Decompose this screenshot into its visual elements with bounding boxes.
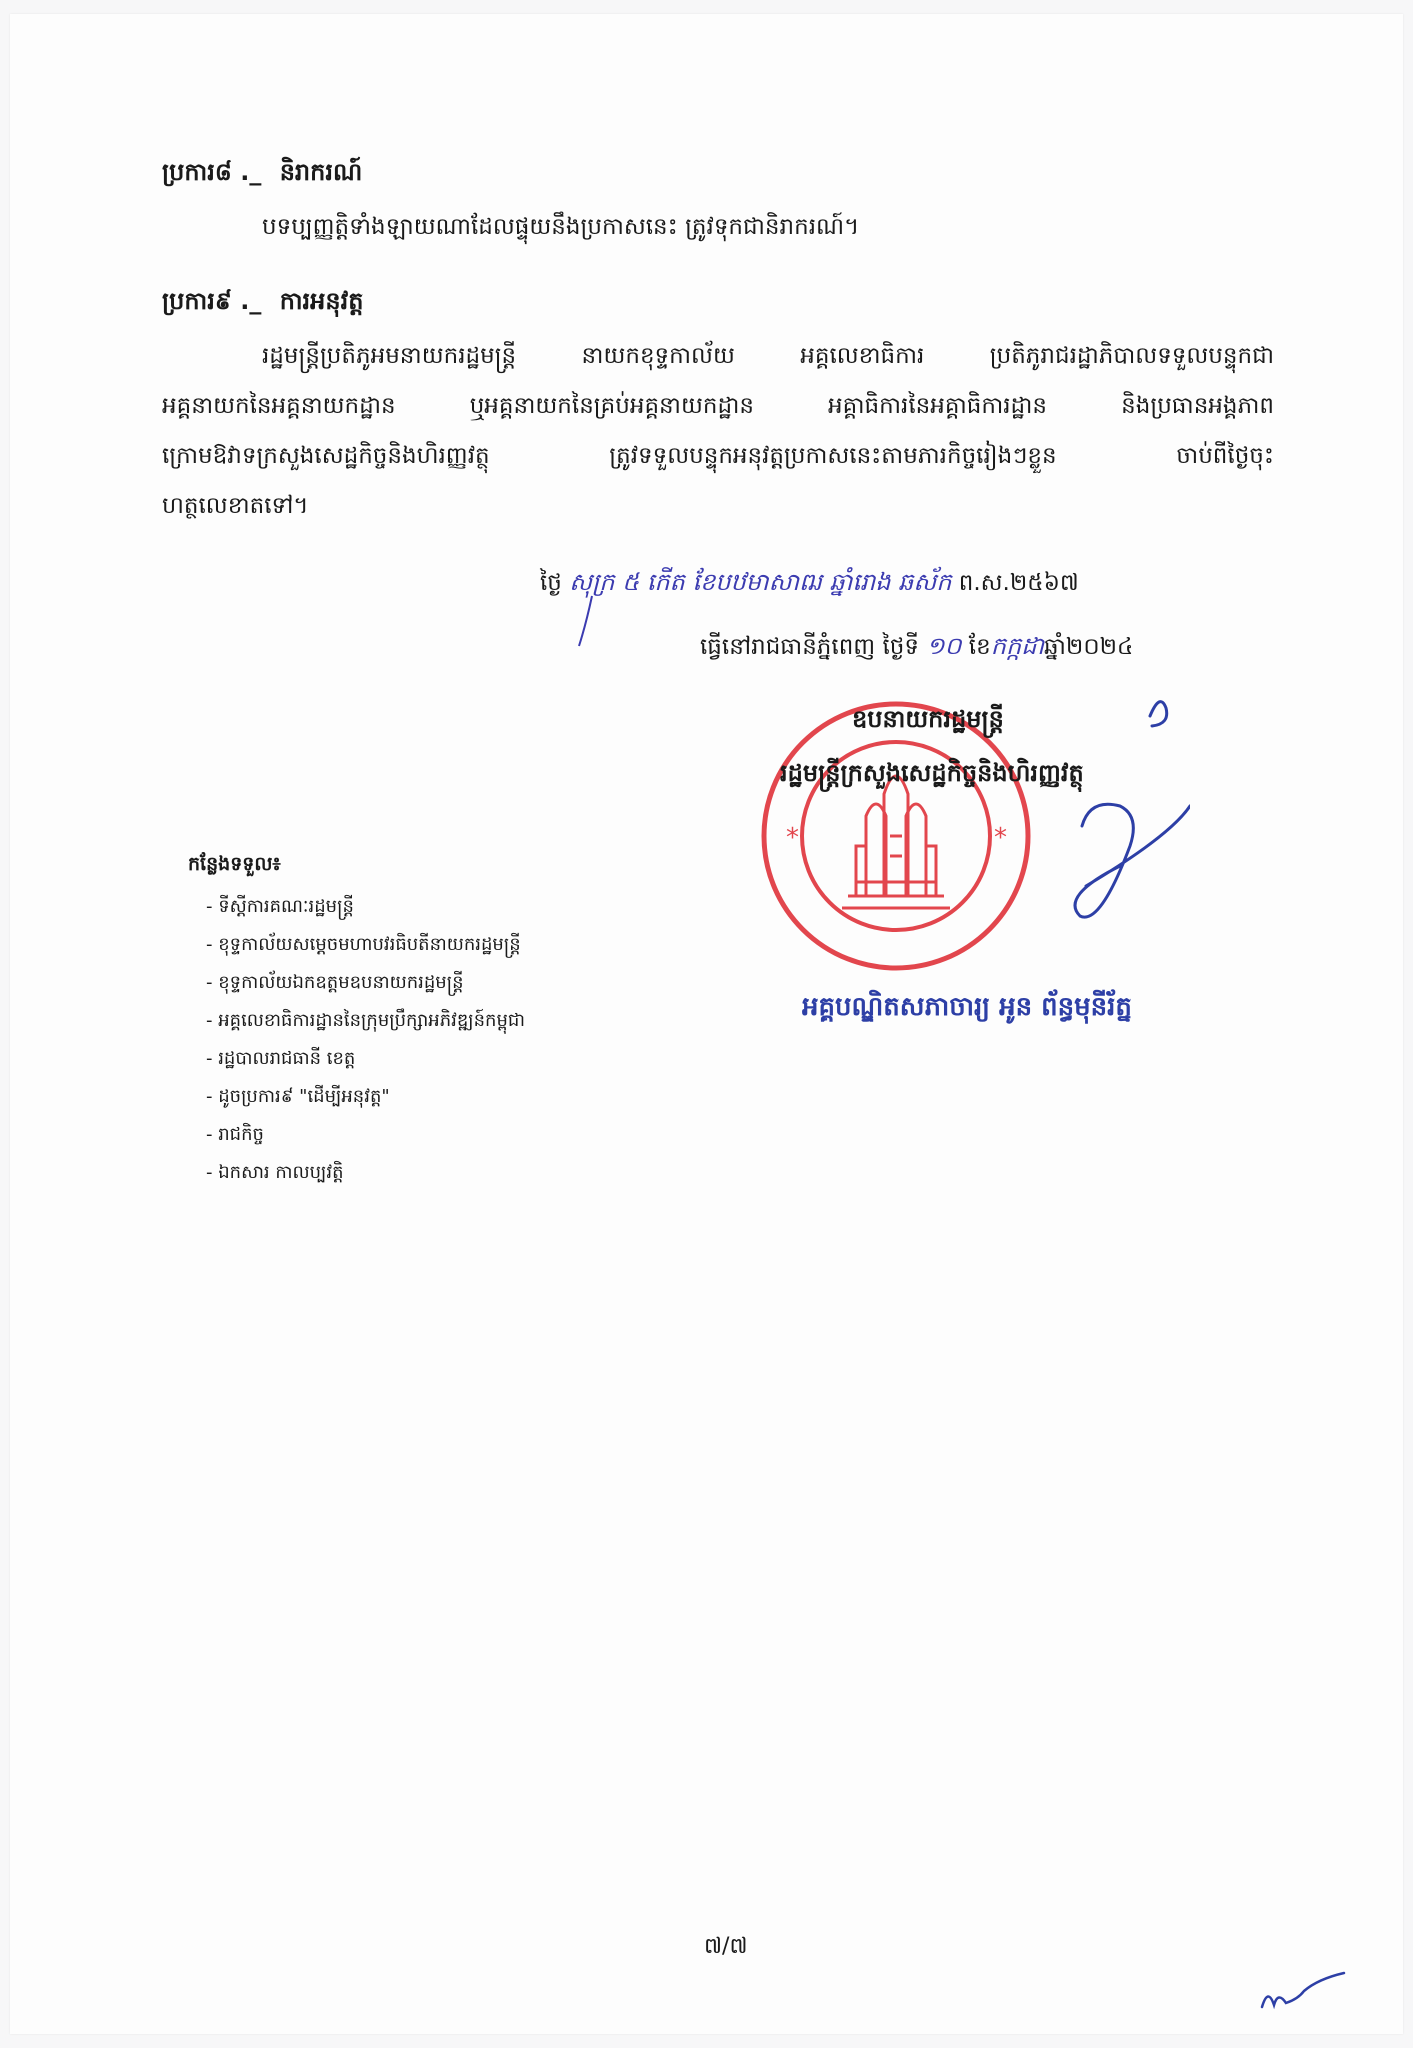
angkor-temple-emblem — [842, 776, 950, 908]
signer-title-2: រដ្ឋមន្ត្រីក្រសួងសេដ្ឋកិច្ចនិងហិរញ្ញវត្ថុ — [780, 759, 1084, 787]
solar-date-month: កក្កដា — [990, 632, 1045, 660]
svg-text:*: * — [994, 823, 1007, 853]
signer-name: អគ្គបណ្ឌិតសភាចារ្យ អូន ព័ន្ធមុនីរ័ត្ន — [802, 992, 1132, 1022]
handwritten-signature — [1020, 686, 1190, 986]
solar-date-day: ១០ — [926, 632, 962, 660]
article-9-line-1: រដ្ឋមន្ត្រីប្រតិភូអមនាយករដ្ឋមន្ត្រី នាយកខុទ្ទកាល័យ អគ្គលេខាធិការ ប្រតិភូរាជរដ្ឋាភិបាលទទួលបន្ទុកជា — [262, 343, 1274, 369]
document-page — [10, 14, 1403, 2034]
page-number: ៧/៧ — [704, 1934, 748, 1959]
solar-date-year: ឆ្នាំ២០២៤ — [1044, 634, 1134, 660]
recipients-title: កន្លែងទទួល៖ — [188, 853, 281, 875]
article-9-line-3: ក្រោមឱវាទក្រសួងសេដ្ឋកិច្ចនិងហិរញ្ញវត្ថុ ត្រូវទទួលបន្ទុកអនុវត្តប្រកាសនេះតាមភារកិច្ចរៀងៗខ្លួន ចាប់ពីថ្ងៃចុះ — [162, 443, 1274, 469]
article-9-label: ប្រការ៩ ._ — [162, 287, 262, 315]
recipient-item: - ទីស្តីការគណៈរដ្ឋមន្ត្រី — [206, 896, 354, 917]
recipient-item: - ឯកសារ កាលប្បវត្តិ — [206, 1162, 344, 1183]
lunar-date — [540, 562, 1079, 603]
solar-date-prefix: ធ្វើនៅរាជធានីភ្នំពេញ ថ្ងៃទី — [700, 634, 920, 660]
recipient-item: - ខុទ្ទកាល័យឯកឧត្តមឧបនាយករដ្ឋមន្ត្រី — [206, 972, 464, 993]
signer-title-1: ឧបនាយករដ្ឋមន្ត្រី — [852, 705, 1004, 733]
recipient-item: - ដូចប្រការ៩ "ដើម្បីអនុវត្ត" — [206, 1086, 390, 1107]
recipient-item: - រដ្ឋបាលរាជធានី ខេត្ត — [206, 1048, 356, 1069]
article-8-label: ប្រការ៨ ._ — [162, 158, 262, 186]
article-8-heading — [162, 157, 362, 192]
article-9-line-4: ហត្ថលេខាតទៅ។ — [162, 493, 309, 519]
article-8-text: បទប្បញ្ញត្តិទាំងឡាយណាដែលផ្ទុយនឹងប្រកាសនេះ ត្រូវទុកជានិរាករណ៍។ — [262, 214, 860, 240]
recipient-item: - ខុទ្ទកាល័យសម្តេចមហាបវរធិបតីនាយករដ្ឋមន្ត្រី — [206, 934, 521, 955]
recipient-item: - អគ្គលេខាធិការដ្ឋាននៃក្រុមប្រឹក្សាអភិវឌ្ឍន៍កម្ពុជា — [206, 1010, 526, 1031]
recipient-item: - រាជកិច្ច — [206, 1124, 264, 1145]
article-8-title: និរាករណ៍ — [279, 158, 363, 186]
article-9-line-2: អគ្គនាយកនៃអគ្គនាយកដ្ឋាន ឬអគ្គនាយកនៃគ្រប់អគ្គនាយកដ្ឋាន អគ្គាធិការនៃអគ្គាធិការដ្ឋាន និងប្រធានអង្គភាព — [162, 393, 1274, 419]
svg-text:*: * — [786, 823, 799, 853]
lunar-date-prefix: ថ្ងៃ — [540, 570, 562, 596]
initials-mark — [1258, 1969, 1348, 2014]
solar-date — [700, 626, 1133, 667]
article-9-title: ការអនុវត្ត — [279, 287, 364, 315]
solar-date-month-prefix: ខែ — [968, 634, 991, 660]
lunar-date-suffix: ព.ស.២៥៦៧ — [958, 570, 1079, 596]
article-9-heading — [162, 286, 363, 321]
lunar-date-pen-stroke — [576, 594, 596, 650]
lunar-date-handwritten: សុក្រ ៥ កើត ខែបឋមាសាឍ ឆ្នាំរោង ឆស័ក — [569, 568, 952, 596]
